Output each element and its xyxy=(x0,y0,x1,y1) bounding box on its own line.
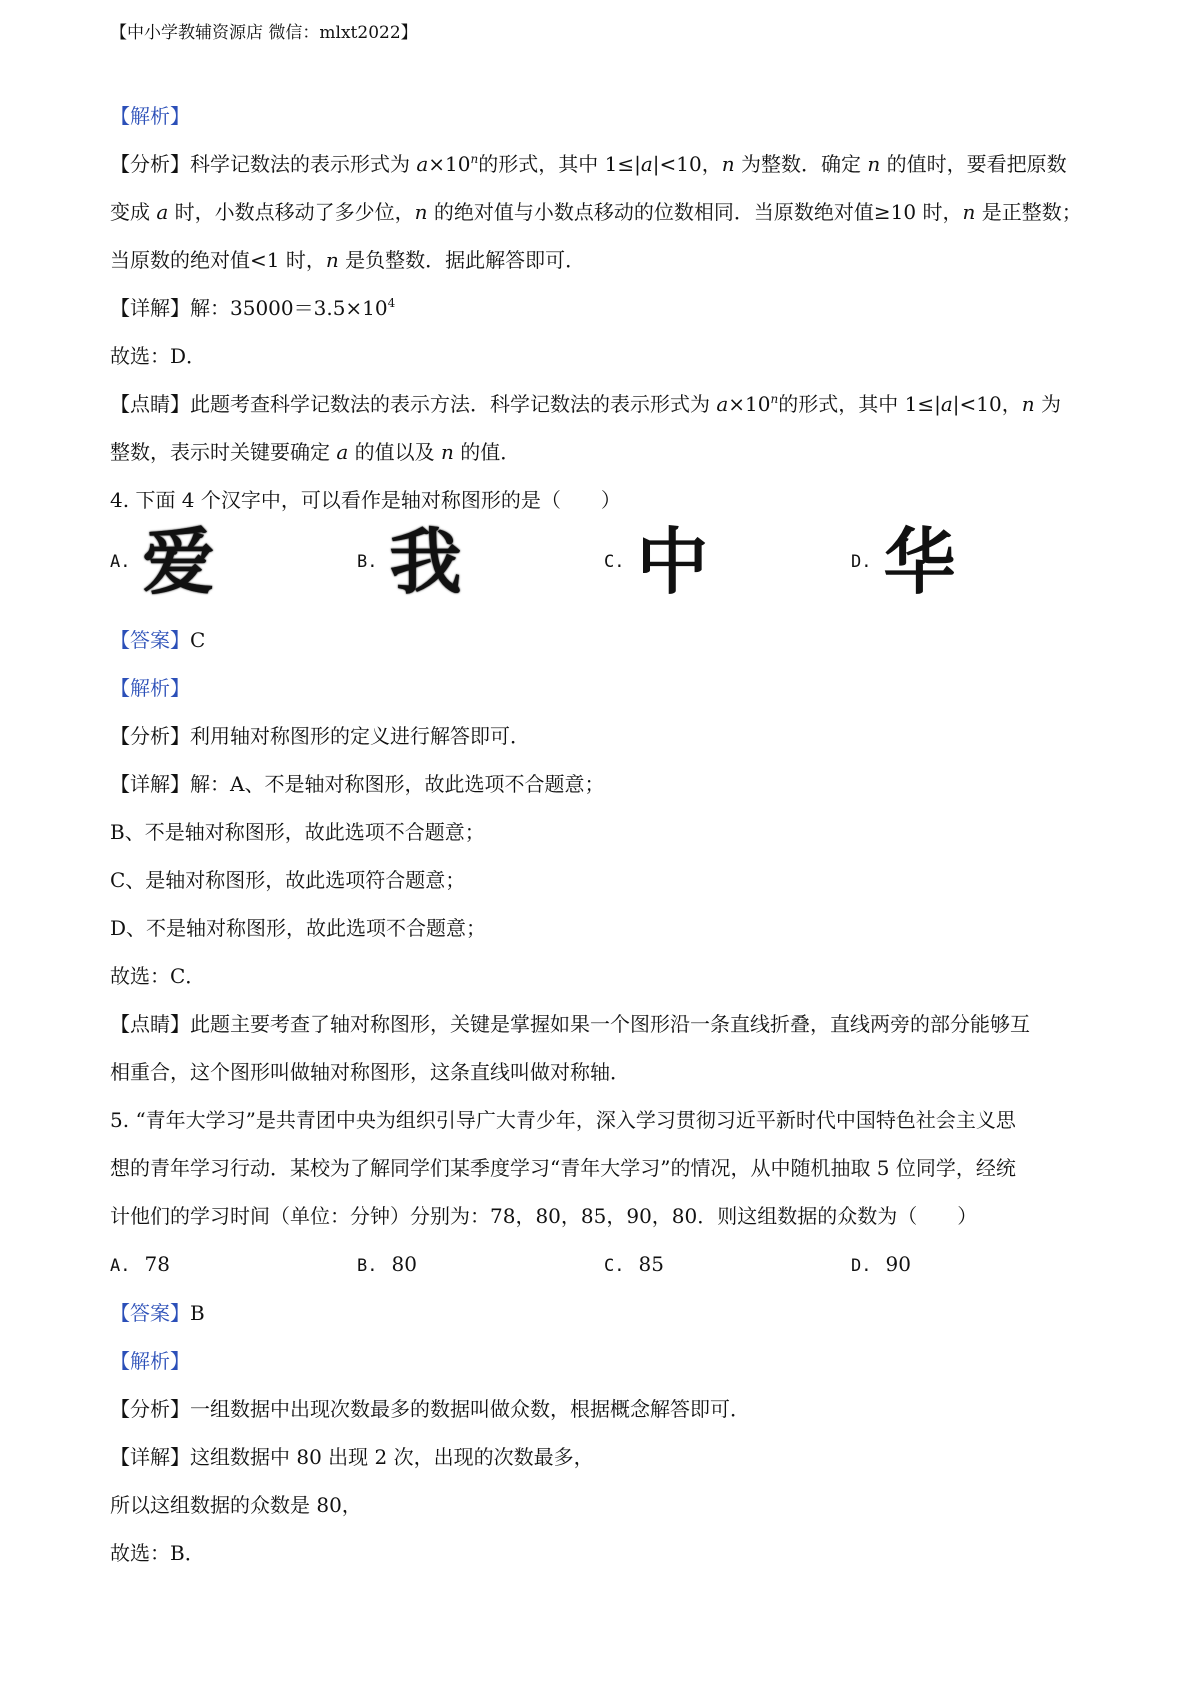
math-var: a xyxy=(336,440,349,464)
q3-answer-choice: 故选：D． xyxy=(110,344,207,368)
option-letter: B. xyxy=(357,552,378,572)
page-header: 【中小学教辅资源店 微信：mlxt2022】 xyxy=(110,23,418,43)
q5-question-line-2: 想的青年学习行动．某校为了解同学们某季度学习“青年大学习”的情况，从中随机抽取 5 位同学，经统 xyxy=(110,1156,1016,1180)
option-glyph-image: 爱 xyxy=(142,520,215,604)
q5-option-d xyxy=(851,1252,911,1276)
option-letter: D. xyxy=(851,1256,872,1276)
text: 的值． xyxy=(453,440,521,464)
q3-detail-line xyxy=(110,295,395,321)
detail-tag: 【详解】 xyxy=(110,296,190,320)
q4-detail-line-2: B、不是轴对称图形，故此选项不合题意； xyxy=(110,820,485,844)
text: 是负整数．据此解答即可． xyxy=(338,248,586,272)
text: 的值时，要看把原数 xyxy=(880,152,1067,176)
text: |<10， xyxy=(652,152,722,176)
text: 整数，表示时关键要确定 xyxy=(110,440,337,464)
option-letter: C. xyxy=(604,1256,625,1276)
math-var: a xyxy=(640,152,653,176)
option-glyph-image: 华 xyxy=(883,520,956,604)
text: 时，小数点移动了多少位， xyxy=(168,200,415,224)
remark-tag: 【点睛】 xyxy=(110,392,190,416)
option-letter: D. xyxy=(851,552,872,572)
q5-options xyxy=(0,1252,1200,1282)
math-var: a xyxy=(716,392,729,416)
q4-question: 4. 下面 4 个汉字中，可以看作是轴对称图形的是（ ） xyxy=(110,488,621,512)
text: 的形式，其中 1≤| xyxy=(478,152,641,176)
q3-analysis-line-2 xyxy=(110,199,1082,225)
text: 变成 xyxy=(110,200,157,224)
option-letter: B. xyxy=(357,1256,378,1276)
math-exponent: n xyxy=(470,152,479,166)
math-exponent: n xyxy=(770,392,779,406)
text: 解：35000＝3.5×10 xyxy=(190,296,388,320)
text: 科学记数法的表示形式为 xyxy=(190,152,417,176)
text: 一组数据中出现次数最多的数据叫做众数，根据概念解答即可． xyxy=(190,1397,750,1421)
text: 的值以及 xyxy=(348,440,442,464)
option-value: 80 xyxy=(391,1252,417,1276)
option-letter: A. xyxy=(110,552,131,572)
q5-answer xyxy=(110,1300,205,1326)
text: 解：A、不是轴对称图形，故此选项不合题意； xyxy=(190,772,605,796)
q4-option-a xyxy=(110,522,215,602)
math-exponent: 4 xyxy=(387,296,396,310)
q3-analysis-line-3 xyxy=(110,247,585,273)
option-letter: C. xyxy=(604,552,625,572)
q4-answer-choice: 故选：C． xyxy=(110,964,206,988)
q4-jiexi-label: 【解析】 xyxy=(110,676,190,700)
q4-options xyxy=(0,522,1200,612)
q4-option-b xyxy=(357,522,462,602)
answer-tag: 【答案】 xyxy=(110,1301,190,1325)
text: 的绝对值与小数点移动的位数相同．当原数绝对值≥10 时， xyxy=(427,200,963,224)
q4-remark-line-2: 相重合，这个图形叫做轴对称图形，这条直线叫做对称轴． xyxy=(110,1060,630,1084)
text: 为整数．确定 xyxy=(734,152,868,176)
q3-analysis-line-1 xyxy=(110,151,1067,177)
option-value: 78 xyxy=(144,1252,170,1276)
q4-detail-line-4: D、不是轴对称图形，故此选项不合题意； xyxy=(110,916,487,940)
text: ×10 xyxy=(728,392,771,416)
math-var: n xyxy=(962,200,976,224)
math-var: n xyxy=(721,152,735,176)
option-glyph-image: 中 xyxy=(636,520,709,604)
answer-tag: 【答案】 xyxy=(110,628,190,652)
q4-detail-line-3: C、是轴对称图形，故此选项符合题意； xyxy=(110,868,466,892)
q4-remark-line-1 xyxy=(110,1011,1030,1037)
q4-detail-line-1 xyxy=(110,771,604,797)
q5-question-line-1: 5. “青年大学习”是共青团中央为组织引导广大青少年，深入学习贯彻习近平新时代中国特色社会主义思 xyxy=(110,1108,1016,1132)
math-var: a xyxy=(156,200,169,224)
option-value: 90 xyxy=(885,1252,911,1276)
analysis-tag: 【分析】 xyxy=(110,724,190,748)
option-letter: A. xyxy=(110,1256,131,1276)
text: 的形式，其中 1≤| xyxy=(778,392,941,416)
q5-option-b xyxy=(357,1252,417,1276)
q3-remark-line-1 xyxy=(110,391,1061,417)
option-glyph-image: 我 xyxy=(389,520,462,604)
analysis-tag: 【分析】 xyxy=(110,152,190,176)
text: 是正整数； xyxy=(975,200,1082,224)
q5-question-line-3: 计他们的学习时间（单位：分钟）分别为：78，80，85，90，80．则这组数据的众数为（ ） xyxy=(110,1204,978,1228)
q5-option-c xyxy=(604,1252,664,1276)
q4-option-c xyxy=(604,522,709,602)
option-value: 85 xyxy=(638,1252,664,1276)
q5-detail-line-2: 所以这组数据的众数是 80， xyxy=(110,1493,362,1517)
math-var: n xyxy=(867,152,881,176)
text: ×10 xyxy=(428,152,471,176)
answer-value: B xyxy=(190,1301,205,1325)
text: 此题主要考查了轴对称图形，关键是掌握如果一个图形沿一条直线折叠，直线两旁的部分能够互 xyxy=(190,1012,1030,1036)
detail-tag: 【详解】 xyxy=(110,1445,190,1469)
math-var: n xyxy=(441,440,454,464)
remark-tag: 【点睛】 xyxy=(110,1012,190,1036)
text: 为 xyxy=(1034,392,1061,416)
text: 此题考查科学记数法的表示方法．科学记数法的表示形式为 xyxy=(190,392,717,416)
q5-answer-choice: 故选：B． xyxy=(110,1541,205,1565)
math-var: n xyxy=(414,200,428,224)
text: 利用轴对称图形的定义进行解答即可． xyxy=(190,724,530,748)
text: 当原数的绝对值<1 时， xyxy=(110,248,326,272)
q5-jiexi-label: 【解析】 xyxy=(110,1349,190,1373)
math-var: a xyxy=(416,152,429,176)
math-var: a xyxy=(940,392,953,416)
answer-value: C xyxy=(190,628,206,652)
analysis-tag: 【分析】 xyxy=(110,1397,190,1421)
q5-option-a xyxy=(110,1252,170,1276)
math-var: n xyxy=(1021,392,1035,416)
math-var: n xyxy=(325,248,339,272)
q5-analysis xyxy=(110,1396,750,1422)
q4-answer xyxy=(110,627,205,653)
text: 这组数据中 80 出现 2 次，出现的次数最多， xyxy=(190,1445,594,1469)
q4-analysis xyxy=(110,723,530,749)
detail-tag: 【详解】 xyxy=(110,772,190,796)
q5-detail-line-1 xyxy=(110,1444,594,1470)
q3-remark-line-2 xyxy=(110,439,520,465)
q3-jiexi-label: 【解析】 xyxy=(110,104,190,128)
text: |<10， xyxy=(952,392,1022,416)
q4-option-d xyxy=(851,522,956,602)
